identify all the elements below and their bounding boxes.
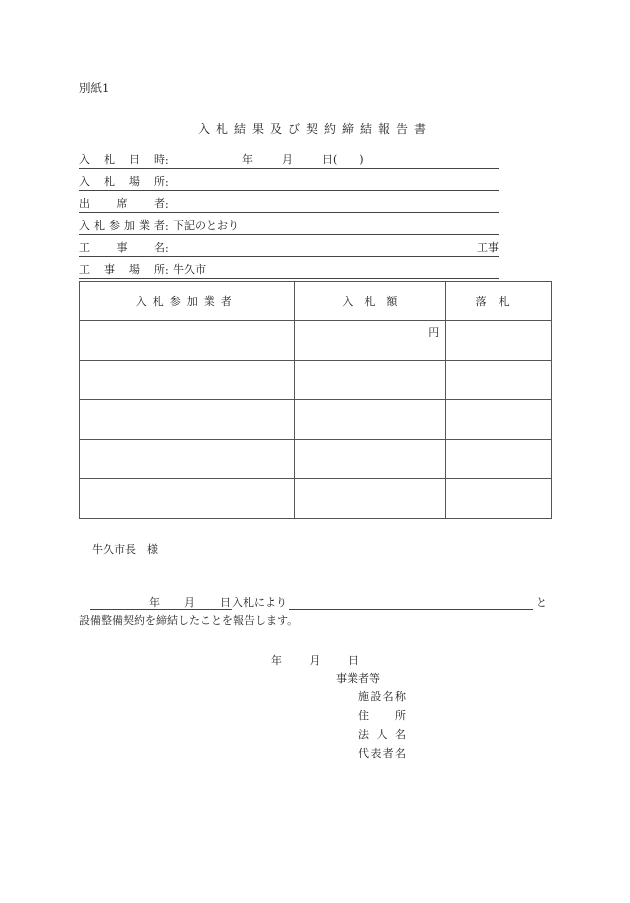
contractor-blank-underline [289, 594, 533, 610]
label-char: 名 [395, 728, 406, 741]
table-row [80, 400, 552, 440]
field-bid-place [79, 172, 499, 191]
bid-results-table [79, 281, 552, 519]
cell-award [446, 360, 552, 400]
table-row [80, 321, 552, 361]
label-char: 入 [79, 219, 90, 232]
cell-award [446, 479, 552, 519]
label-char: 所 [154, 263, 165, 276]
day-label: 日 [348, 654, 359, 667]
day-label: 日( ) [322, 153, 364, 166]
field-label [79, 239, 165, 255]
label-char: 法 [358, 728, 369, 741]
table-row [80, 439, 552, 479]
cell-bidder [80, 479, 295, 519]
label-char: 名 [394, 747, 406, 760]
business-operator-heading: 事業者等 [336, 672, 380, 685]
signature-date [271, 652, 383, 668]
cell-amount [294, 321, 446, 361]
field-attendees [79, 194, 499, 213]
label-char: 業 [139, 219, 150, 232]
field-label [79, 217, 165, 233]
year-label: 年 [149, 596, 160, 609]
cell-amount [294, 400, 446, 440]
and-text: と [536, 596, 547, 609]
table-header-row [80, 282, 552, 321]
label-char: 者 [382, 747, 394, 760]
cell-award [446, 400, 552, 440]
field-bidders [79, 216, 499, 235]
label-char: 参 [109, 219, 120, 232]
label-char: 称 [394, 690, 406, 703]
label-char: 出 [79, 197, 90, 210]
year-label: 年 [271, 654, 282, 667]
label-char: 札 [104, 175, 115, 188]
field-bid-datetime [79, 150, 499, 169]
cell-bidder [80, 360, 295, 400]
label-char: 表 [370, 747, 382, 760]
label-char: 住 [358, 709, 369, 722]
label-char: 事 [116, 241, 128, 254]
label-char: 時 [154, 153, 165, 166]
label-char: 加 [124, 219, 135, 232]
month-label: 月 [309, 654, 321, 667]
label-char: 入 [79, 153, 90, 166]
cell-amount [294, 439, 446, 479]
month-label: 月 [184, 596, 195, 609]
label-char: 札 [94, 219, 105, 232]
field-label [79, 261, 165, 277]
representative-name-label [358, 745, 406, 761]
header-bidder: 入札参加業者 [80, 282, 295, 321]
date-blank-underline [90, 594, 232, 610]
field-work-name [79, 238, 499, 257]
label-char: 所 [154, 175, 165, 188]
label-char: 入 [79, 175, 90, 188]
field-value: 牛久市 [173, 263, 206, 276]
label-char: 名 [154, 241, 165, 254]
table-row [80, 360, 552, 400]
month-label: 月 [282, 153, 293, 166]
label-char: 札 [104, 153, 115, 166]
label-char: 事 [104, 263, 115, 276]
colon: : [165, 198, 169, 211]
addressee: 牛久市長 様 [92, 543, 158, 556]
table-row [80, 479, 552, 519]
cell-bidder [80, 439, 295, 479]
field-label [79, 195, 165, 211]
field-value: 下記のとおり [173, 219, 239, 232]
attachment-label: 別紙1 [79, 81, 110, 95]
colon: : [165, 264, 169, 277]
document-title: 入札結果及び契約締結報告書 [197, 122, 432, 136]
day-label: 日 [220, 596, 231, 609]
label-char: 工 [79, 241, 90, 254]
colon: : [165, 220, 169, 233]
cell-amount [294, 479, 446, 519]
field-work-site [79, 260, 499, 279]
statement-line-2: 設備整備契約を締結したことを報告します。 [79, 614, 299, 627]
facility-name-label [358, 688, 406, 704]
yen-unit: 円 [428, 326, 440, 339]
label-char: 設 [370, 690, 382, 703]
label-char: 者 [154, 197, 165, 210]
label-char: 代 [358, 747, 369, 760]
cell-amount [294, 360, 446, 400]
label-char: 所 [395, 709, 406, 722]
label-char: 場 [129, 263, 140, 276]
year-label: 年 [242, 153, 253, 166]
colon: : [165, 176, 169, 189]
corporation-name-label [358, 726, 406, 742]
cell-award [446, 439, 552, 479]
label-char: 工 [79, 263, 90, 276]
statement-line-1 [90, 594, 545, 610]
label-char: 席 [116, 197, 128, 210]
label-char: 場 [129, 175, 140, 188]
cell-bidder [80, 400, 295, 440]
colon: : [165, 242, 169, 255]
label-char: 施 [358, 690, 369, 703]
header-bid-amount: 入 札 額 [294, 282, 446, 321]
cell-bidder [80, 321, 295, 361]
colon: : [165, 154, 169, 167]
field-label [79, 151, 165, 167]
address-label [358, 707, 406, 723]
label-char: 者 [154, 219, 165, 232]
label-char: 日 [129, 153, 140, 166]
cell-award [446, 321, 552, 361]
work-suffix: 工事 [477, 241, 499, 254]
header-award: 落札 [446, 282, 552, 321]
field-label [79, 173, 165, 189]
label-char: 名 [382, 690, 394, 703]
by-bid-text: 入札により [232, 596, 287, 609]
label-char: 人 [376, 728, 388, 741]
